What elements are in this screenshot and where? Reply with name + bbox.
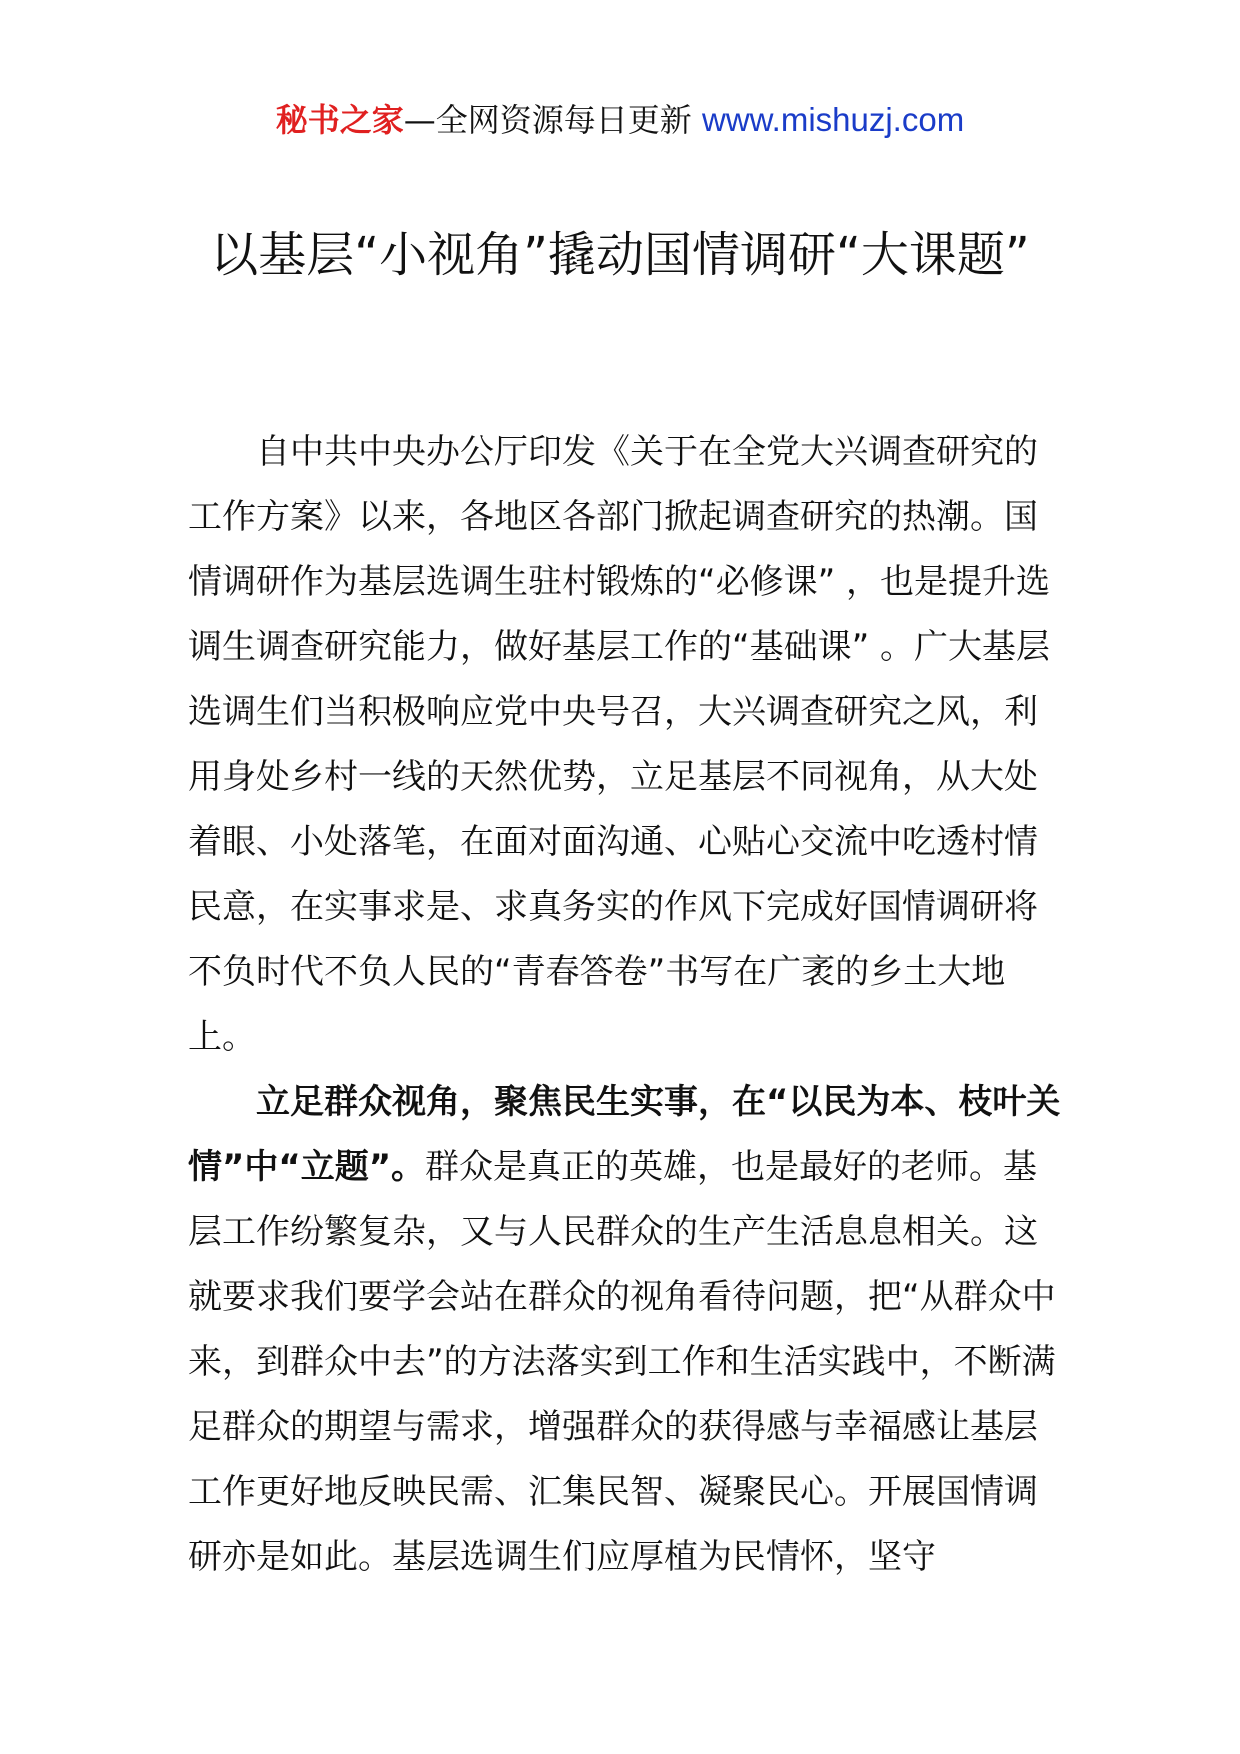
document-title: 以基层“小视角”撬动国情调研“大课题” (210, 227, 1030, 283)
site-url-link[interactable]: www.mishuzj.com (701, 101, 965, 138)
document-body (188, 420, 1068, 1590)
header-tagline: —全网资源每日更新 (403, 101, 702, 139)
paragraph-1 (188, 420, 1068, 1070)
site-header (0, 98, 1240, 142)
brand-name: 秘书之家 (275, 101, 404, 139)
paragraph-text: 自中共中央办公厅印发《关于在全党大兴调查研究的工作方案》以来，各地区各部门掀起调查研究的热潮。国情调研作为基层选调生驻村锻炼的“必修课” ，也是提升选调生调查研究能力，做好基层工作的“基础课” 。广大基层选调生们当积极响应党中央号召，大兴调查研究之风，利用身处乡村一线的天然优势，立足基层不同视角，从大处着眼、小处落笔，在面对面沟通、心贴心交流中吃透村情民意，在实事求是、求真务实的作风下完成好国情调研将不负时代不负人民的“青春答卷”书写在广袤的乡土大地上。 (188, 432, 1051, 1057)
paragraph-lead: 立足群众视角，聚焦民生实事，在“以民为本、枝叶关情”中“立题”。 (188, 1082, 1061, 1187)
paragraph-text: 群众是真正的英雄，也是最好的老师。基层工作纷繁复杂，又与人民群众的生产生活息息相关。这就要求我们要学会站在群众的视角看待问题，把“从群众中来，到群众中去”的方法落实到工作和生活实践中，不断满足群众的期望与需求，增强群众的获得感与幸福感让基层工作更好地反映民需、汇集民智、凝聚民心。开展国情调研亦是如此。基层选调生们应厚植为民情怀，坚守 (188, 1147, 1056, 1577)
paragraph-2 (188, 1070, 1068, 1590)
